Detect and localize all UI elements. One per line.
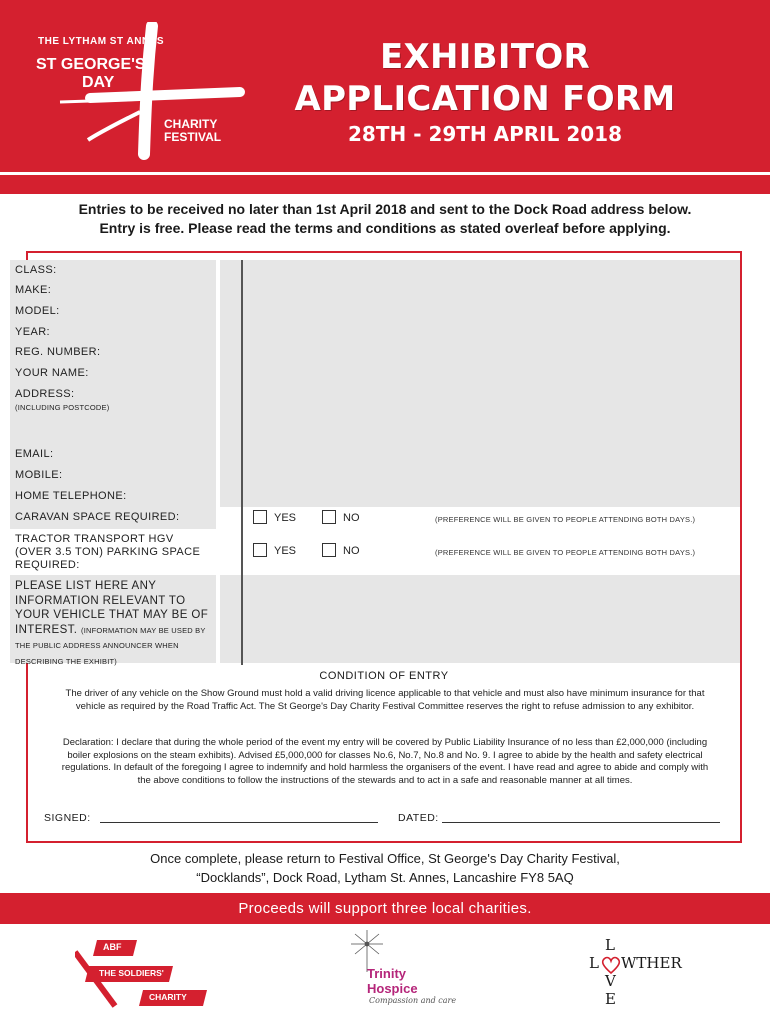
charity-text: CHARITY: [149, 992, 187, 1002]
info-input[interactable]: [220, 575, 740, 663]
field-class: [10, 260, 730, 280]
lowther-e: E: [605, 990, 616, 1008]
return-line-2: “Docklands”, Dock Road, Lytham St. Annes, Lancashire FY8 5AQ: [196, 870, 574, 885]
hgv-yes-label: YES: [274, 545, 297, 557]
address-label: ADDRESS:: [15, 388, 75, 400]
email-label: EMAIL:: [10, 444, 216, 465]
lowther-v: V: [605, 972, 616, 990]
mobile-input[interactable]: [220, 465, 740, 486]
info-note: (INFORMATION MAY BE USED BY THE PUBLIC ADDRESS ANNOUNCER WHEN DESCRIBING THE EXHIBIT): [15, 625, 206, 666]
lowther-love-logo: [585, 936, 705, 1010]
field-home-telephone: [10, 486, 730, 507]
page-title: [250, 36, 720, 120]
make-label: MAKE:: [10, 280, 216, 301]
title-line-2: APPLICATION FORM: [294, 79, 676, 119]
signed-line[interactable]: [100, 822, 378, 823]
info-label: PLEASE LIST HERE ANY INFORMATION RELEVANT TO YOUR VEHICLE THAT MAY BE OF INTEREST.: [15, 580, 209, 636]
dated-line[interactable]: [442, 822, 720, 823]
header-banner: [0, 0, 770, 172]
abf-soldiers-charity-logo: [75, 938, 210, 1008]
email-input[interactable]: [220, 444, 740, 465]
field-reg: [10, 342, 730, 363]
event-dates: 28TH - 29TH APRIL 2018: [348, 122, 622, 146]
field-model: [10, 301, 730, 322]
model-label: MODEL:: [10, 301, 216, 322]
intro-text: [20, 200, 750, 238]
conditions-paragraph-1: The driver of any vehicle on the Show Ground must hold a valid driving licence applicable to that vehicle and must also have minimum insurance for that vehicle as required by the Road Traffic Act. The St George's Day Charity Festival Committee reserves the right to refuse admission to any exhibitor.: [65, 688, 705, 712]
hgv-no-checkbox[interactable]: [322, 543, 336, 557]
field-make: [10, 280, 730, 301]
caravan-label: CARAVAN SPACE REQUIRED:: [10, 507, 216, 529]
hospice-text: Hospice: [367, 981, 418, 996]
logo-top-text: THE LYTHAM ST ANNES: [38, 36, 164, 47]
field-mobile: [10, 465, 730, 486]
address-label-box: [10, 384, 216, 444]
hgv-label: TRACTOR TRANSPORT HGV (OVER 3.5 TON) PARKING SPACE REQUIRED:: [10, 529, 216, 575]
caravan-yes-label: YES: [274, 512, 297, 524]
caravan-preference-note: (PREFERENCE WILL BE GIVEN TO PEOPLE ATTENDING BOTH DAYS.): [435, 515, 696, 524]
soldiers-text: THE SOLDIERS': [99, 968, 164, 978]
trinity-tagline: Compassion and care: [369, 996, 457, 1005]
address-note: (INCLUDING POSTCODE): [15, 403, 110, 412]
intro-line-2: Entry is free. Please read the terms and conditions as stated overleaf before applying.: [99, 220, 671, 236]
logo-day: DAY: [82, 74, 115, 91]
trinity-text: Trinity: [367, 966, 407, 981]
trinity-hospice-logo: [345, 928, 455, 1008]
proceeds-banner: Proceeds will support three local charities.: [0, 893, 770, 924]
intro-line-1: Entries to be received no later than 1st April 2018 and sent to the Dock Road address below.: [78, 201, 692, 217]
home-telephone-label: HOME TELEPHONE:: [10, 486, 216, 507]
reg-input[interactable]: [220, 342, 740, 363]
hgv-yes-checkbox[interactable]: [253, 543, 267, 557]
festival-logo: [30, 22, 250, 162]
class-input[interactable]: [220, 260, 740, 280]
reg-label: REG. NUMBER:: [10, 342, 216, 363]
class-label: CLASS:: [10, 260, 216, 280]
logo-charity-festival: CHARITY FESTIVAL: [164, 117, 222, 144]
name-label: YOUR NAME:: [10, 363, 216, 384]
logo-st-georges: ST GEORGE'S: [36, 56, 146, 73]
conditions-title: CONDITION OF ENTRY: [319, 670, 449, 682]
conditions-paragraph-2: Declaration: I declare that during the whole period of the event my entry will be covered by Public Liability Insurance of no less than £2,000,000 (including boiler explosions on the steam exhibits). Advised £5,000,000 for classes No.6, No.7, No.8 and No. 9. I agree to abide by the health and safety electrical regulations. In default of the foregoing I agree to indemnify and hold harmless the organisers of the event. I have read and agree to abide and comply with the above conditions to follow the instructions of the stewards and to act in a safe and reasonable manner at all times.: [61, 737, 709, 786]
caravan-no-label: NO: [343, 512, 360, 524]
return-address: [40, 849, 730, 887]
lowther-l-top: L: [605, 936, 615, 954]
address-input[interactable]: [220, 384, 740, 444]
year-input[interactable]: [220, 322, 740, 342]
return-line-1: Once complete, please return to Festival Office, St George's Day Charity Festival,: [150, 851, 620, 866]
model-input[interactable]: [220, 301, 740, 322]
field-email: [10, 444, 730, 465]
dated-label: DATED:: [398, 812, 439, 824]
form-column-divider: [241, 260, 243, 665]
make-input[interactable]: [220, 280, 740, 301]
field-address: [10, 384, 730, 444]
field-year: [10, 322, 730, 342]
name-input[interactable]: [220, 363, 740, 384]
home-telephone-input[interactable]: [220, 486, 740, 507]
hgv-no-label: NO: [343, 545, 360, 557]
caravan-yes-checkbox[interactable]: [253, 510, 267, 524]
info-label-box: [10, 575, 216, 666]
field-info: [10, 575, 730, 666]
signed-label: SIGNED:: [44, 812, 91, 824]
header-stripe: [0, 172, 770, 194]
caravan-no-checkbox[interactable]: [322, 510, 336, 524]
lowther-l: L: [589, 954, 599, 972]
year-label: YEAR:: [10, 322, 216, 342]
abf-text: ABF: [103, 942, 122, 952]
field-name: [10, 363, 730, 384]
title-line-1: EXHIBITOR: [379, 37, 591, 77]
hgv-preference-note: (PREFERENCE WILL BE GIVEN TO PEOPLE ATTENDING BOTH DAYS.): [435, 548, 696, 557]
lowther-rest: WTHER: [621, 954, 682, 972]
mobile-label: MOBILE:: [10, 465, 216, 486]
